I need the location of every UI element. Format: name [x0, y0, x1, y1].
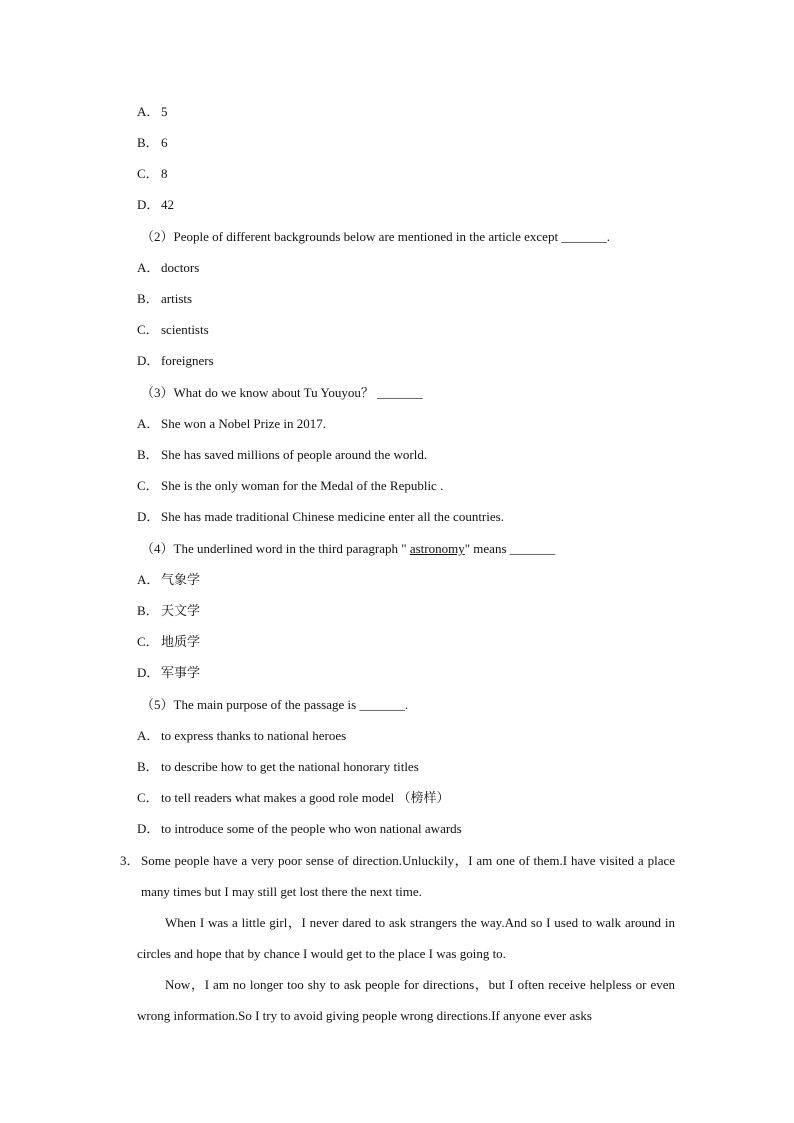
- q3-option-d: D． She has made traditional Chinese medicine enter all the countries.: [137, 509, 504, 524]
- q4-stem: （4）The underlined word in the third paragraph " astronomy" means _______: [141, 541, 556, 556]
- passage-paragraph-3: Now，I am no longer too shy to ask people for directions，but I often receive helpless or even wrong information.So I try to avoid giving people wrong directions.If anyone ever asks: [137, 977, 675, 1023]
- q5-option-b: B． to describe how to get the national honorary titles: [137, 759, 419, 774]
- q5-option-d: D． to introduce some of the people who won national awards: [137, 821, 462, 836]
- q3-option-b: B． She has saved millions of people around the world.: [137, 447, 428, 462]
- q4-option-d: D． 军事学: [137, 665, 201, 680]
- passage-paragraph-2: When I was a little girl，I never dared to ask strangers the way.And so I used to walk around in circles and hope that by chance I would get to the place I was going to.: [137, 915, 675, 961]
- q3-option-a: A． She won a Nobel Prize in 2017.: [137, 416, 327, 431]
- q4-option-c: C． 地质学: [137, 634, 201, 649]
- q1-option-a: A． 5: [137, 104, 168, 119]
- q2-option-d: D． foreigners: [137, 353, 214, 368]
- question-number: 3．: [120, 853, 140, 868]
- q2-option-b: B． artists: [137, 291, 193, 306]
- underlined-word: astronomy: [409, 541, 465, 556]
- q4-option-a: A． 气象学: [137, 572, 201, 587]
- q3-stem: （3）What do we know about Tu Youyou？ _______: [141, 385, 423, 400]
- q3-option-c: C． She is the only woman for the Medal of the Republic .: [137, 478, 444, 493]
- q2-stem: （2）People of different backgrounds below are mentioned in the article except _______.: [141, 229, 611, 244]
- q1-option-d: D． 42: [137, 197, 174, 212]
- q1-option-c: C． 8: [137, 166, 168, 181]
- q2-option-c: C． scientists: [137, 322, 209, 337]
- passage-paragraph-1: Some people have a very poor sense of direction.Unluckily，I am one of them.I have visited a place many times but I may still get lost there the next time.: [141, 853, 675, 899]
- q4-option-b: B． 天文学: [137, 603, 201, 618]
- q2-option-a: A． doctors: [137, 260, 200, 275]
- q5-stem: （5）The main purpose of the passage is _______.: [141, 697, 409, 712]
- q5-option-a: A． to express thanks to national heroes: [137, 728, 347, 743]
- q5-option-c: C． to tell readers what makes a good role model （榜样）: [137, 790, 450, 805]
- q1-option-b: B． 6: [137, 135, 168, 150]
